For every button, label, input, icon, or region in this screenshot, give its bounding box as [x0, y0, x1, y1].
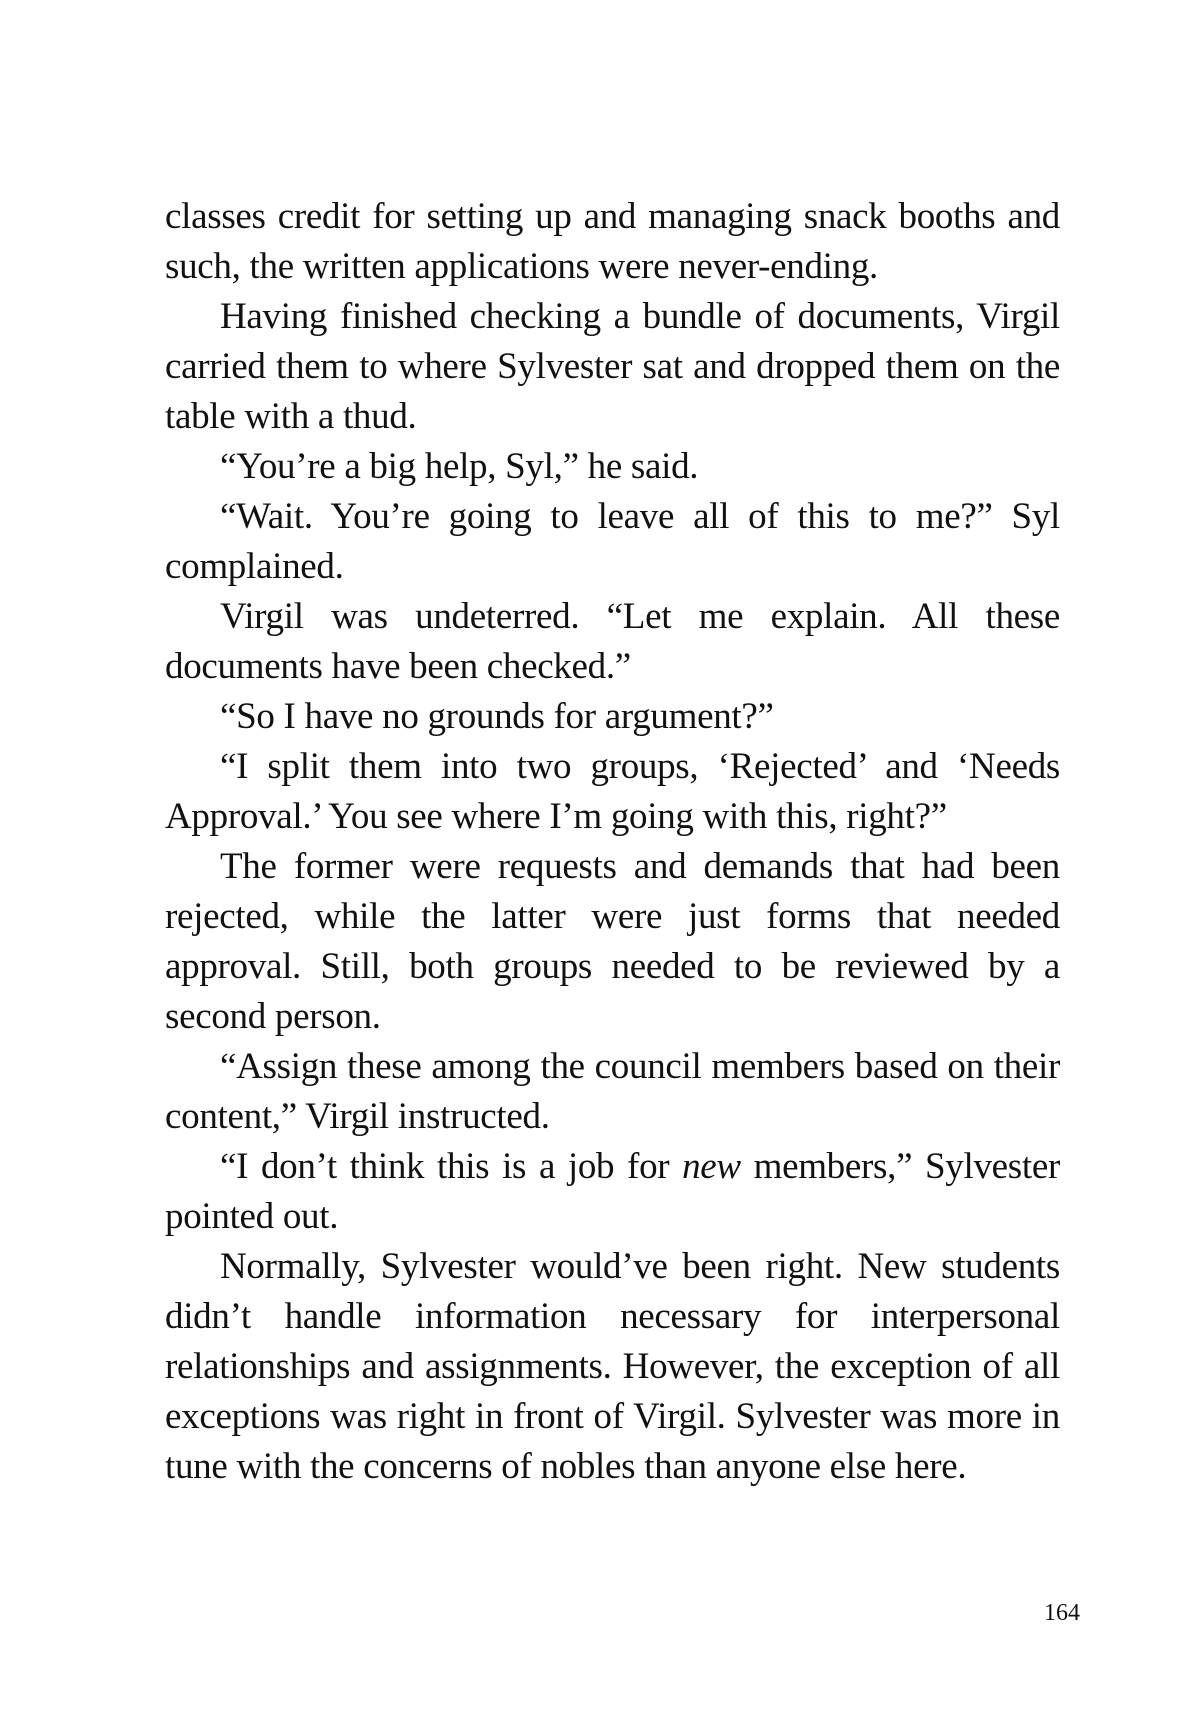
paragraph: “So I have no grounds for argument?”: [220, 696, 774, 737]
paragraph: “Assign these among the council members based on their content,” Virgil instructed.: [165, 1046, 1060, 1137]
paragraph: “You’re a big help, Syl,” he said.: [220, 446, 699, 487]
paragraph-text: members,” Sylvester pointed out.: [165, 1146, 1060, 1237]
paragraph: “I split them into two groups, ‘Rejected’ and ‘Needs Approval.’ You see where I’m going with this, right?”: [165, 746, 1060, 837]
paragraph: The former were requests and demands that had been rejected, while the latter were just forms that needed approval. Still, both groups needed to be reviewed by a second person.: [165, 846, 1060, 1037]
paragraph: Normally, Sylvester would’ve been right. New students didn’t handle information necessary for interpersonal relationships and assignments. However, the exception of all exceptions was right in front of Virgil. Sylvester was more in tune with the concerns of nobles than anyone else here.: [165, 1246, 1060, 1487]
body-text: [165, 192, 1060, 1492]
paragraph: Virgil was undeterred. “Let me explain. All these documents have been checked.”: [165, 596, 1060, 687]
page-number: 164: [1044, 1600, 1080, 1626]
paragraph: “Wait. You’re going to leave all of this to me?” Syl complained.: [165, 496, 1060, 587]
paragraph-with-emphasis: [165, 1142, 1060, 1242]
paragraph: Having finished checking a bundle of documents, Virgil carried them to where Sylvester sat and dropped them on the table with a thud.: [165, 296, 1060, 437]
paragraph-text: “I don’t think this is a job for: [220, 1146, 683, 1187]
paragraph: classes credit for setting up and managing snack booths and such, the written applications were never-ending.: [165, 196, 1060, 287]
emphasis-text: new: [682, 1146, 741, 1187]
